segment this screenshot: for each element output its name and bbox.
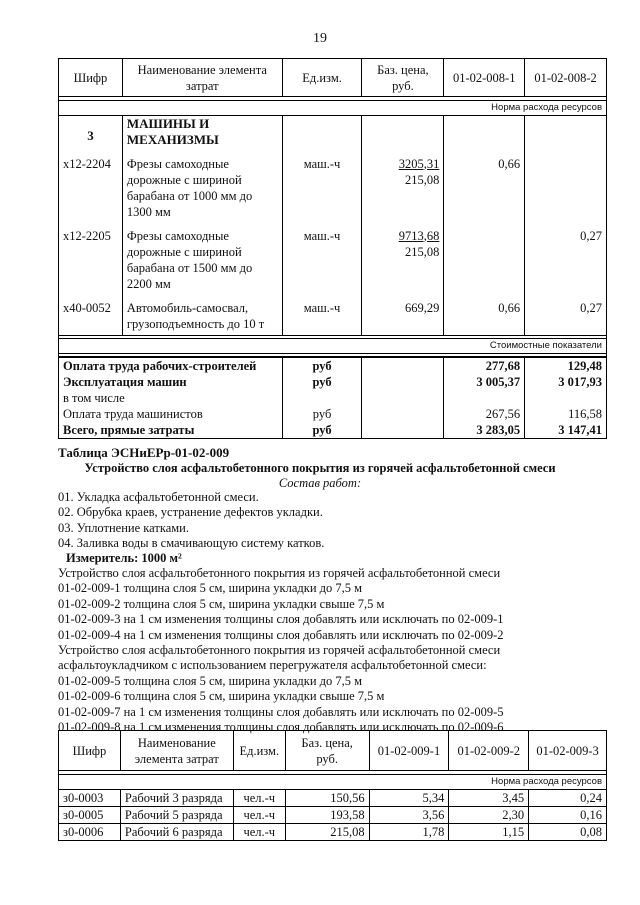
header-code: Шифр xyxy=(59,59,123,97)
row-price: 669,29 xyxy=(362,300,444,336)
total-unit: руб xyxy=(282,374,362,390)
row-code: х12-2205 xyxy=(59,228,123,300)
total-row xyxy=(59,390,607,406)
variant-line: Устройство слоя асфальтобетонного покрытия из горячей асфальтобетонной смеси xyxy=(58,643,501,658)
works-label: Состав работ: xyxy=(278,476,362,490)
variant-line: 01-02-009-3 на 1 см изменения толщины слоя добавлять или исключать по 02-009-1 xyxy=(58,612,504,627)
total-row xyxy=(59,406,607,422)
header-unit: Ед.изм. xyxy=(282,59,362,97)
section-number: 3 xyxy=(59,116,123,156)
header-col-2: 01-02-008-2 xyxy=(525,59,607,97)
section-heading-row xyxy=(59,116,607,156)
row-code: з0-0003 xyxy=(59,790,121,807)
total-name: Оплата труда машинистов xyxy=(59,406,283,422)
total-name: Эксплуатация машин xyxy=(59,374,283,390)
row-unit: чел.-ч xyxy=(233,807,285,824)
work-item: 02. Обрубка краев, устранение дефектов укладки. xyxy=(58,505,323,520)
total-value-2: 116,58 xyxy=(525,406,607,422)
row-name: Рабочий 6 разряда xyxy=(120,824,233,841)
row-value-1: 0,66 xyxy=(444,156,525,228)
table-header-row xyxy=(59,59,607,97)
row-price: 193,58 xyxy=(285,807,369,824)
total-row xyxy=(59,357,607,374)
row-price: 150,56 xyxy=(285,790,369,807)
row-value-3: 0,24 xyxy=(529,790,607,807)
header-col-3: 01-02-009-3 xyxy=(529,731,607,771)
row-value-1: 0,66 xyxy=(444,300,525,336)
table-row xyxy=(59,790,607,807)
row-value-3: 0,08 xyxy=(529,824,607,841)
work-item: 03. Уплотнение катками. xyxy=(58,520,189,535)
row-code: х40-0052 xyxy=(59,300,123,336)
variant-line: 01-02-009-6 толщина слоя 5 см, ширина укладки свыше 7,5 м xyxy=(58,689,385,704)
table-header-row xyxy=(59,731,607,771)
row-value-3: 0,16 xyxy=(529,807,607,824)
row-name: Фрезы самоходные дорожные с шириной барабана от 1000 мм до 1300 мм xyxy=(122,156,282,228)
row-name: Фрезы самоходные дорожные с шириной барабана от 1500 мм до 2200 мм xyxy=(122,228,282,300)
work-item: 01. Укладка асфальтобетонной смеси. xyxy=(58,490,259,504)
row-value-1 xyxy=(444,228,525,300)
header-col-2: 01-02-009-2 xyxy=(449,731,529,771)
total-unit: руб xyxy=(282,357,362,374)
section-title: МАШИНЫ И МЕХАНИЗМЫ xyxy=(122,116,282,156)
cost-label: Стоимостные показатели xyxy=(59,339,607,354)
resource-table-008 xyxy=(58,58,607,439)
total-value-1: 3 283,05 xyxy=(444,422,525,439)
variant-line: 01-02-009-4 на 1 см изменения толщины слоя добавлять или исключать по 02-009-2 xyxy=(58,627,504,642)
row-value-1: 1,78 xyxy=(369,824,449,841)
row-code: з0-0005 xyxy=(59,807,121,824)
variant-line: 01-02-009-2 толщина слоя 5 см, ширина укладки свыше 7,5 м xyxy=(58,596,385,611)
norm-label-row xyxy=(59,101,607,116)
table-id: Таблица ЭСНиЕРр-01-02-009 xyxy=(58,445,230,460)
total-row xyxy=(59,422,607,439)
resource-table-009 xyxy=(58,730,607,841)
total-name: Оплата труда рабочих-строителей xyxy=(59,357,283,374)
row-value-1: 5,34 xyxy=(369,790,449,807)
meter-label: Измеритель: 1000 м² xyxy=(66,551,182,565)
row-name: Автомобиль-самосвал, грузоподъемность до 10 т xyxy=(122,300,282,336)
table-row xyxy=(59,824,607,841)
row-price-top: 3205,31 xyxy=(398,156,440,171)
works-list xyxy=(58,490,618,552)
total-value-2: 129,48 xyxy=(525,357,607,374)
header-col-1: 01-02-009-1 xyxy=(369,731,449,771)
total-value-1: 3 005,37 xyxy=(444,374,525,390)
table-row xyxy=(59,807,607,824)
header-price: Баз. цена, руб. xyxy=(362,59,444,97)
variants-list xyxy=(58,566,618,735)
row-value-1: 3,56 xyxy=(369,807,449,824)
variant-line: асфальтоукладчиком с использованием перегружателя асфальтобетонной смеси: xyxy=(58,658,487,673)
variant-line: 01-02-009-8 на 1 см изменения толщины слоя добавлять или исключать по 02-009-6 xyxy=(58,720,504,735)
table-row xyxy=(59,156,607,228)
row-code: х12-2204 xyxy=(59,156,123,228)
header-name: Наименование элемента затрат xyxy=(122,59,282,97)
header-price: Баз. цена, руб. xyxy=(285,731,369,771)
variant-line: Устройство слоя асфальтобетонного покрытия из горячей асфальтобетонной смеси xyxy=(58,566,501,580)
row-unit: чел.-ч xyxy=(233,790,285,807)
norm-label: Норма расхода ресурсов xyxy=(59,775,607,790)
header-name: Наименование элемента затрат xyxy=(120,731,233,771)
page-number: 19 xyxy=(313,31,327,46)
variant-line: 01-02-009-5 толщина слоя 5 см, ширина укладки до 7,5 м xyxy=(58,673,363,688)
row-value-2: 0,27 xyxy=(525,300,607,336)
row-unit: маш.-ч xyxy=(282,156,362,228)
header-col-1: 01-02-008-1 xyxy=(444,59,525,97)
row-price: 215,08 xyxy=(285,824,369,841)
row-price-bottom: 215,08 xyxy=(404,172,440,187)
table-row xyxy=(59,228,607,300)
total-value-2: 3 017,93 xyxy=(525,374,607,390)
total-value-1: 267,56 xyxy=(444,406,525,422)
row-value-2: 2,30 xyxy=(449,807,529,824)
row-price-bottom: 215,08 xyxy=(404,244,440,259)
row-unit: маш.-ч xyxy=(282,300,362,336)
variant-line: 01-02-009-1 толщина слоя 5 см, ширина укладки до 7,5 м xyxy=(58,581,363,596)
norm-label-row xyxy=(59,775,607,790)
total-row xyxy=(59,374,607,390)
row-unit: чел.-ч xyxy=(233,824,285,841)
cost-label-row xyxy=(59,339,607,354)
row-unit: маш.-ч xyxy=(282,228,362,300)
row-code: з0-0006 xyxy=(59,824,121,841)
norm-label: Норма расхода ресурсов xyxy=(59,101,607,116)
row-price-top: 9713,68 xyxy=(398,228,440,243)
row-name: Рабочий 3 разряда xyxy=(120,790,233,807)
total-value-1: 277,68 xyxy=(444,357,525,374)
total-unit: руб xyxy=(282,406,362,422)
total-unit: руб xyxy=(282,422,362,439)
table-row xyxy=(59,300,607,336)
work-item: 04. Заливка воды в смачивающую систему катков. xyxy=(58,536,325,551)
row-value-2: 3,45 xyxy=(449,790,529,807)
header-code: Шифр xyxy=(59,731,121,771)
variant-line: 01-02-009-7 на 1 см изменения толщины слоя добавлять или исключать по 02-009-5 xyxy=(58,704,504,719)
total-name: в том числе xyxy=(59,390,283,406)
row-value-2: 1,15 xyxy=(449,824,529,841)
row-value-2 xyxy=(525,156,607,228)
section-title: Устройство слоя асфальтобетонного покрытия из горячей асфальтобетонной смеси xyxy=(84,461,556,475)
total-value-2: 3 147,41 xyxy=(525,422,607,439)
row-value-2: 0,27 xyxy=(525,228,607,300)
header-unit: Ед.изм. xyxy=(233,731,285,771)
total-name: Всего, прямые затраты xyxy=(59,422,283,439)
row-name: Рабочий 5 разряда xyxy=(120,807,233,824)
